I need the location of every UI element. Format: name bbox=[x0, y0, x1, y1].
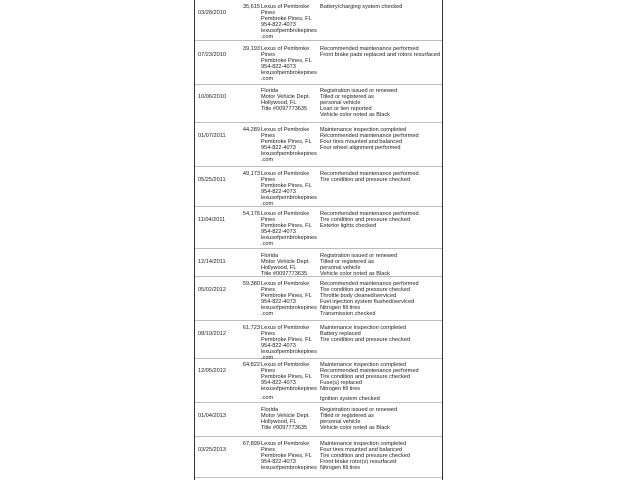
record-date: 05/25/2011 bbox=[198, 177, 226, 183]
record-source bbox=[261, 407, 319, 431]
source-line: Pines bbox=[261, 287, 275, 294]
record-comments bbox=[320, 171, 444, 183]
source-line: 954-822-4073 bbox=[261, 380, 296, 387]
source-line: lexusofpembrokepines bbox=[261, 465, 317, 472]
source-line: Pembroke Pines, FL bbox=[261, 58, 312, 65]
history-record-row bbox=[195, 437, 442, 478]
source-line: lexusofpembrokepines bbox=[261, 28, 317, 35]
comment-line: Ignition system checked bbox=[320, 396, 380, 403]
comment-line: Vehicle color noted as Black bbox=[320, 271, 390, 278]
comment-line: Transmission checked bbox=[320, 311, 376, 318]
source-line: .com bbox=[261, 355, 274, 362]
source-line: Pembroke Pines, FL bbox=[261, 183, 312, 190]
source-line: lexusofpembrokepines bbox=[261, 70, 317, 77]
source-line: Pines bbox=[261, 368, 275, 375]
comment-line: Tire condition and pressure checked bbox=[320, 453, 410, 460]
record-source bbox=[261, 253, 319, 277]
source-line: Title #0097773635 bbox=[261, 106, 308, 113]
comment-line: Vehicle color noted as Black bbox=[320, 425, 390, 432]
source-line: Pembroke Pines, FL bbox=[261, 293, 312, 300]
source-line: Hollywood, FL bbox=[261, 100, 297, 107]
source-line: Pines bbox=[261, 447, 275, 454]
vehicle-history-table bbox=[195, 0, 442, 478]
source-line: lexusofpembrokepines bbox=[261, 195, 317, 202]
source-line: Pines bbox=[261, 52, 275, 59]
source-line: 954-822-4073 bbox=[261, 145, 296, 152]
comment-line: Recommended maintenance performed bbox=[320, 368, 419, 375]
source-line: Motor Vehicle Dept. bbox=[261, 94, 310, 101]
record-source bbox=[261, 325, 319, 362]
record-date: 11/04/2011 bbox=[198, 217, 226, 223]
record-source bbox=[261, 46, 319, 83]
comment-line: Tire condition and pressure checked bbox=[320, 337, 410, 344]
comment-line: Fuel injection system flushed/serviced bbox=[320, 299, 415, 306]
comment-line: Tire condition and pressure checked bbox=[320, 374, 410, 381]
comment-line: Tire condition and pressure checked bbox=[320, 217, 410, 224]
source-line: lexusofpembrokepines bbox=[261, 235, 317, 242]
comment-line: Registration issued or renewed bbox=[320, 407, 398, 413]
history-record-row bbox=[195, 123, 442, 167]
source-line: Lexus of Pembroke bbox=[261, 211, 310, 217]
comment-line: Throttle body cleaned/serviced bbox=[320, 293, 397, 300]
source-line: Motor Vehicle Dept. bbox=[261, 413, 310, 420]
source-line: Pines bbox=[261, 177, 275, 184]
source-line: Lexus of Pembroke bbox=[261, 171, 310, 177]
record-source bbox=[261, 362, 319, 402]
record-source bbox=[261, 4, 319, 41]
source-line: Lexus of Pembroke bbox=[261, 362, 310, 368]
comment-line: Recommended maintenance performed bbox=[320, 171, 419, 177]
record-comments bbox=[320, 441, 444, 471]
comment-line: Recommended maintenance performed bbox=[320, 211, 419, 217]
source-line: Pembroke Pines, FL bbox=[261, 453, 312, 460]
comment-line: Recommended maintenance performed bbox=[320, 133, 419, 140]
source-line: lexusofpembrokepines bbox=[261, 151, 317, 158]
source-line: Pines bbox=[261, 10, 275, 17]
comment-line: Front brake rotor(s) resurfaced bbox=[320, 459, 397, 466]
record-odometer: 35,615 bbox=[242, 4, 260, 10]
history-record-row bbox=[195, 85, 442, 123]
comment-line: Battery replaced bbox=[320, 331, 361, 338]
record-date: 12/05/2012 bbox=[198, 368, 226, 374]
source-line: Pines bbox=[261, 133, 275, 140]
record-date: 08/10/2012 bbox=[198, 331, 226, 337]
comment-line: personal vehicle bbox=[320, 265, 361, 272]
comment-line: Tire condition and pressure checked bbox=[320, 287, 410, 294]
source-line: Florida bbox=[261, 88, 279, 94]
source-line: 954-822-4073 bbox=[261, 343, 296, 350]
source-line: Florida bbox=[261, 407, 279, 413]
source-line: Pembroke Pines, FL bbox=[261, 223, 312, 230]
source-line: 954-822-4073 bbox=[261, 459, 296, 466]
record-date: 03/25/2013 bbox=[198, 447, 226, 453]
history-record-row bbox=[195, 403, 442, 437]
source-line: 954-822-4073 bbox=[261, 22, 296, 29]
comment-line: Registration issued or renewed bbox=[320, 253, 398, 259]
record-comments bbox=[320, 325, 444, 343]
record-odometer: 59,380 bbox=[242, 281, 260, 287]
comment-line: personal vehicle bbox=[320, 419, 361, 426]
source-line: .com bbox=[261, 157, 274, 164]
source-line: Lexus of Pembroke bbox=[261, 4, 310, 10]
record-odometer: 44,289 bbox=[242, 127, 260, 133]
record-odometer: 39,193 bbox=[242, 46, 260, 52]
comment-line: Recommended maintenance performed bbox=[320, 281, 419, 287]
history-record-row bbox=[195, 321, 442, 362]
comment-line: Maintenance inspection completed bbox=[320, 325, 407, 331]
history-record-row bbox=[195, 359, 442, 403]
comment-line: Nitrogen fill tires bbox=[320, 305, 361, 312]
comment-line: Vehicle color noted as Black bbox=[320, 112, 390, 119]
source-line: Pembroke Pines, FL bbox=[261, 374, 312, 381]
source-line: Lexus of Pembroke bbox=[261, 325, 310, 331]
source-line: 954-822-4073 bbox=[261, 229, 296, 236]
comment-line: Titled or registered as bbox=[320, 94, 374, 101]
comment-line: Fuse(s) replaced bbox=[320, 380, 362, 387]
comment-line: Titled or registered as bbox=[320, 413, 374, 420]
record-comments bbox=[320, 127, 444, 151]
source-line: Motor Vehicle Dept. bbox=[261, 259, 310, 266]
record-odometer: 64,822 bbox=[242, 362, 260, 368]
record-comments bbox=[320, 88, 444, 118]
comment-line: Registration issued or renewed bbox=[320, 88, 398, 94]
source-line: Pembroke Pines, FL bbox=[261, 139, 312, 146]
record-comments bbox=[320, 211, 444, 229]
comment-line: Maintenance inspection completed bbox=[320, 127, 407, 133]
record-source bbox=[261, 441, 319, 471]
comment-line: Titled or registered as bbox=[320, 259, 374, 266]
record-comments bbox=[320, 253, 444, 277]
comment-line: Tire condition and pressure checked bbox=[320, 177, 410, 184]
source-line: .com bbox=[261, 201, 274, 208]
comment-line: personal vehicle bbox=[320, 100, 361, 107]
source-line: .com bbox=[261, 34, 274, 41]
comment-line: Exterior lights checked bbox=[320, 223, 377, 230]
source-line: Florida bbox=[261, 253, 279, 259]
comment-line: Four tires mounted and balanced bbox=[320, 139, 403, 146]
source-line: 954-822-4073 bbox=[261, 189, 296, 196]
source-line: lexusofpembrokepines bbox=[261, 349, 317, 356]
source-line: Pembroke Pines, FL bbox=[261, 337, 312, 344]
history-record-row bbox=[195, 41, 442, 85]
record-comments bbox=[320, 362, 444, 403]
record-odometer: 54,176 bbox=[242, 211, 260, 217]
record-source bbox=[261, 88, 319, 112]
record-comments bbox=[320, 281, 444, 318]
record-date: 01/04/2013 bbox=[198, 413, 226, 419]
comment-line: Maintenance inspection completed bbox=[320, 441, 407, 447]
source-line: Pembroke Pines, FL bbox=[261, 16, 312, 23]
comment-line: Nitrogen fill tires bbox=[320, 465, 361, 472]
history-record-row bbox=[195, 277, 442, 321]
source-line: Lexus of Pembroke bbox=[261, 281, 310, 287]
record-date: 07/23/2010 bbox=[198, 52, 226, 58]
comment-line: Four wheel alignment performed bbox=[320, 145, 401, 152]
source-line: Lexus of Pembroke bbox=[261, 46, 310, 52]
source-line: Pines bbox=[261, 217, 275, 224]
source-line: Pines bbox=[261, 331, 275, 338]
record-odometer: 61,723 bbox=[242, 325, 260, 331]
source-line: 954-822-4073 bbox=[261, 299, 296, 306]
record-source bbox=[261, 171, 319, 208]
source-line: Title #0097773635 bbox=[261, 271, 308, 278]
record-source bbox=[261, 281, 319, 318]
source-line: .com bbox=[261, 395, 274, 402]
source-line: .com bbox=[261, 76, 274, 83]
comment-line: Maintenance inspection completed bbox=[320, 362, 407, 368]
source-line: Lexus of Pembroke bbox=[261, 127, 310, 133]
comment-line: Nitrogen fill tires bbox=[320, 386, 361, 393]
history-record-row bbox=[195, 207, 442, 249]
record-source bbox=[261, 127, 319, 164]
comment-line: Battery/charging system checked bbox=[320, 4, 403, 10]
record-odometer: 49,173 bbox=[242, 171, 260, 177]
source-line: .com bbox=[261, 241, 274, 248]
source-line: Title #0097773635 bbox=[261, 425, 308, 432]
comment-line: Loan or lien reported bbox=[320, 106, 372, 113]
source-line: Hollywood, FL bbox=[261, 265, 297, 272]
comment-line: Front brake pads replaced and rotors resurfaced bbox=[320, 52, 441, 59]
record-comments bbox=[320, 46, 444, 58]
source-line: Hollywood, FL bbox=[261, 419, 297, 426]
history-record-row bbox=[195, 167, 442, 207]
source-line: 954-822-4073 bbox=[261, 64, 296, 71]
record-source bbox=[261, 211, 319, 248]
source-line: Lexus of Pembroke bbox=[261, 441, 310, 447]
record-date: 01/07/2011 bbox=[198, 133, 226, 139]
comment-line: Recommended maintenance performed bbox=[320, 46, 419, 52]
record-comments bbox=[320, 407, 444, 431]
record-date: 10/06/2010 bbox=[198, 94, 226, 100]
record-date: 12/14/2011 bbox=[198, 259, 226, 265]
source-line: lexusofpembrokepines bbox=[261, 386, 317, 393]
source-line: lexusofpembrokepines bbox=[261, 305, 317, 312]
record-date: 03/28/2010 bbox=[198, 10, 226, 16]
source-line: .com bbox=[261, 311, 274, 318]
comment-line: Four tires mounted and balanced bbox=[320, 447, 403, 454]
history-record-row bbox=[195, 0, 442, 41]
record-comments bbox=[320, 4, 444, 10]
history-record-row bbox=[195, 249, 442, 277]
record-date: 05/02/2012 bbox=[198, 287, 226, 293]
record-odometer: 67,899 bbox=[242, 441, 260, 447]
